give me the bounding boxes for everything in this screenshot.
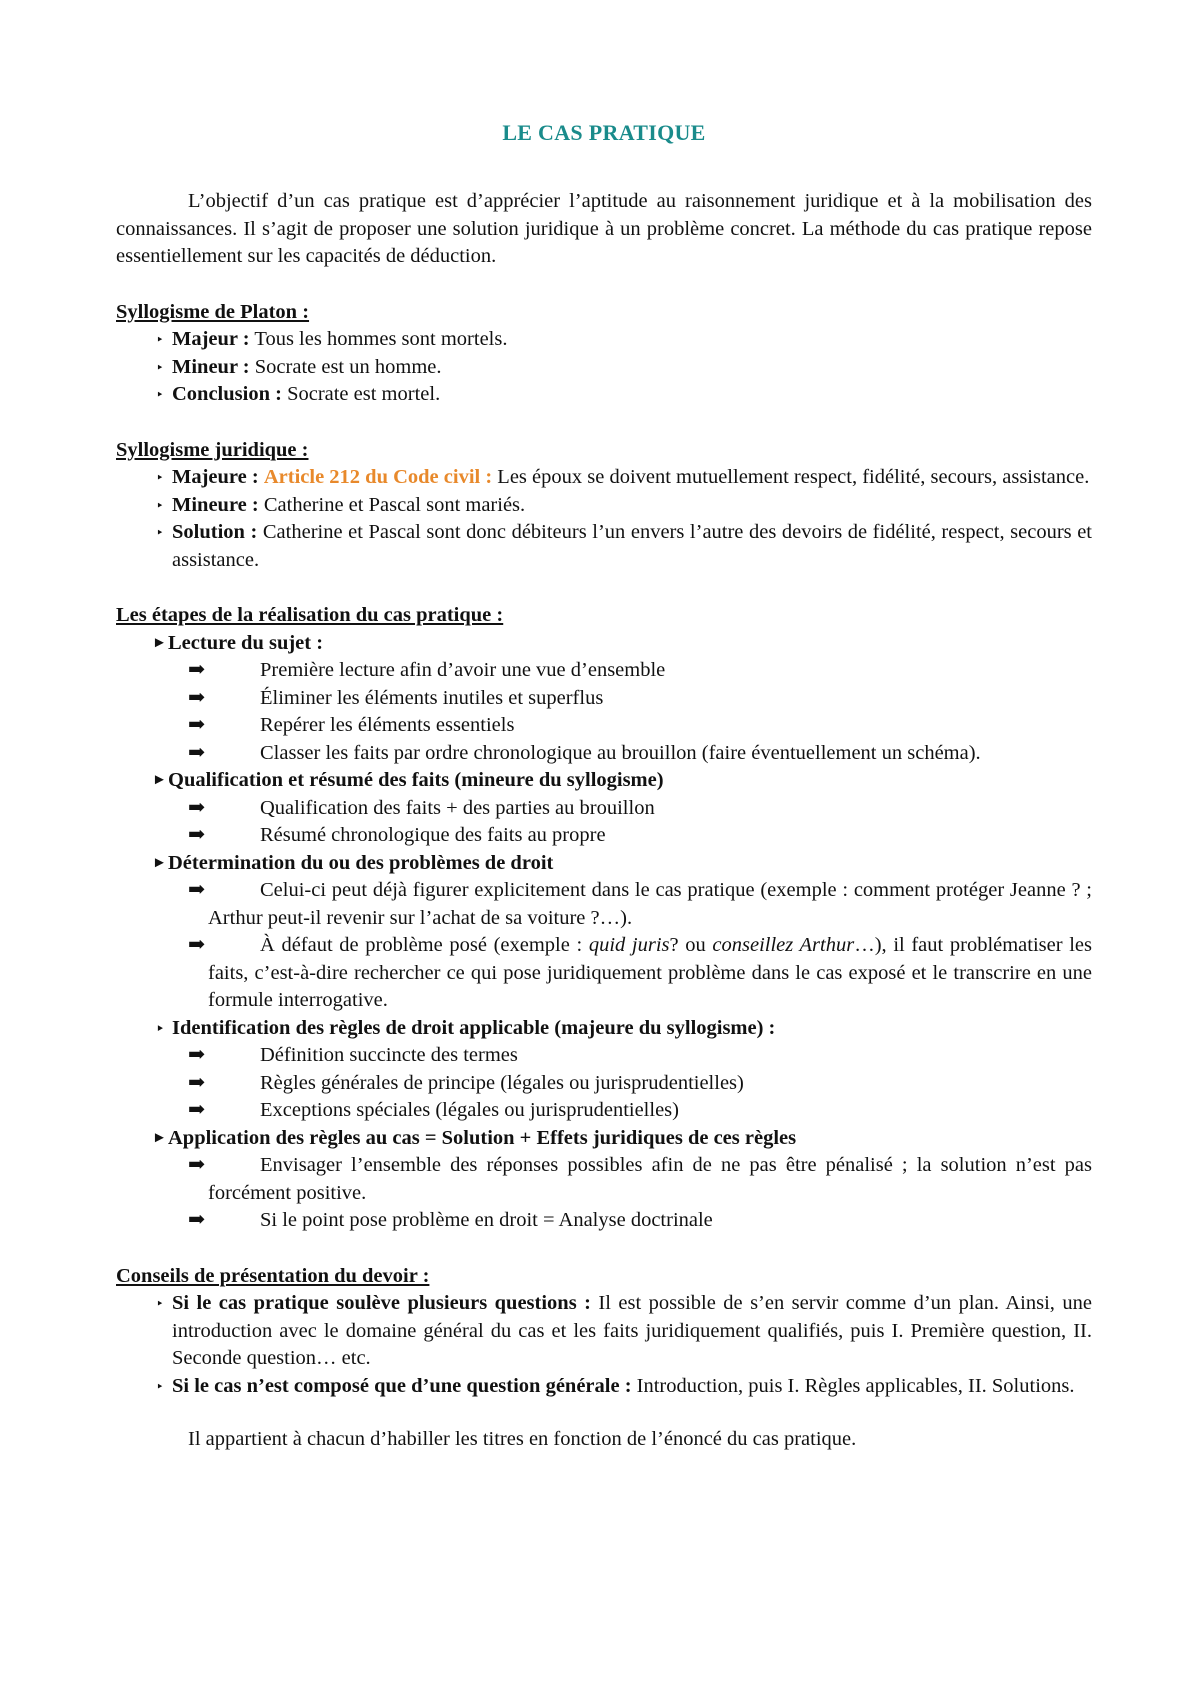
- step-determination: ► Détermination du ou des problèmes de droit: [116, 850, 1092, 878]
- sub-item: ➡ Envisager l’ensemble des réponses possibles afin de ne pas être pénalisé ; la solution n’est pas forcément positive.: [188, 1154, 1092, 1204]
- step-triangle-icon: ►: [152, 854, 167, 871]
- arrow-right-icon: ➡: [188, 1071, 206, 1094]
- bullet-triangle-icon: ‣: [156, 497, 164, 513]
- arrow-right-icon: ➡: [188, 741, 206, 764]
- sub-item: ➡ Classer les faits par ordre chronologique au brouillon (faire éventuellement un schéma).: [116, 740, 1092, 768]
- bullet-triangle-icon: ‣: [156, 1020, 165, 1036]
- arrow-right-icon: ➡: [188, 686, 206, 709]
- sub-item: ➡ Règles générales de principe (légales ou jurisprudentielles): [116, 1070, 1092, 1098]
- platon-item-majeur: ‣ Majeur : Tous les hommes sont mortels.: [116, 326, 1092, 354]
- arrow-right-icon: ➡: [188, 659, 206, 681]
- page-title: LE CAS PRATIQUE: [502, 120, 706, 145]
- bullet-triangle-icon: ‣: [156, 359, 164, 375]
- bullet-triangle-icon: ‣: [156, 1296, 164, 1311]
- intro-paragraph: L’objectif d’un cas pratique est d’apprécier l’aptitude au raisonnement juridique et à la mobilisation des connaissances. Il s’agit de proposer une solution juridique à un problème concret. La méthode du cas pratique repose essentiellement sur les capacités de déduction.: [116, 190, 1092, 267]
- arrow-right-icon: ➡: [188, 824, 206, 846]
- step-triangle-icon: ►: [152, 1129, 167, 1146]
- juridique-item-mineure: ‣ Mineure : Catherine et Pascal sont mariés.: [116, 492, 1092, 520]
- sub-item: ➡ Qualification des faits + des parties au brouillon: [116, 795, 1092, 823]
- closing-paragraph: Il appartient à chacun d’habiller les titres en fonction de l’énoncé du cas pratique.: [188, 1428, 857, 1450]
- step-triangle-icon: ►: [152, 772, 167, 788]
- arrow-right-icon: ➡: [188, 796, 206, 819]
- step-application: ► Application des règles au cas = Solution + Effets juridiques de ces règles: [116, 1125, 1092, 1153]
- sub-item: ➡ À défaut de problème posé (exemple : quid juris? ou conseillez Arthur…), il faut problématiser les faits, c’est-à-dire rechercher ce qui pose juridiquement problème dans le cas exposé et le transcrire en une formule interrogative.: [188, 934, 1092, 1011]
- sub-item: ➡ Résumé chronologique des faits au propre: [116, 822, 1092, 850]
- conseils-item-question-generale: ‣ Si le cas n’est composé que d’une question générale : Introduction, puis I. Règles applicables, II. Solutions.: [116, 1373, 1092, 1401]
- bullet-triangle-icon: ‣: [156, 525, 164, 540]
- bullet-triangle-icon: ‣: [156, 470, 164, 485]
- article-reference: Article 212 du Code civil :: [263, 466, 493, 488]
- step-lecture: ► Lecture du sujet :: [116, 630, 1092, 658]
- sub-item: ➡ Éliminer les éléments inutiles et superflus: [116, 685, 1092, 713]
- heading-etapes: Les étapes de la réalisation du cas pratique :: [116, 604, 504, 626]
- arrow-right-icon: ➡: [188, 1044, 206, 1066]
- sub-item: ➡ Celui-ci peut déjà figurer explicitement dans le cas pratique (exemple : comment protéger Jeanne ? ; Arthur peut-il revenir sur l’achat de sa voiture ?…).: [188, 879, 1092, 929]
- sub-item: ➡ Définition succincte des termes: [116, 1042, 1092, 1070]
- arrow-right-icon: ➡: [188, 1154, 206, 1176]
- step-triangle-icon: ►: [152, 634, 167, 651]
- bullet-triangle-icon: ‣: [156, 332, 164, 347]
- heading-syllogisme-platon: Syllogisme de Platon :: [116, 300, 310, 323]
- arrow-right-icon: ➡: [188, 934, 206, 956]
- arrow-right-icon: ➡: [188, 1209, 206, 1231]
- heading-conseils: Conseils de présentation du devoir :: [116, 1264, 430, 1287]
- sub-item: ➡ Première lecture afin d’avoir une vue d’ensemble: [116, 657, 1092, 685]
- juridique-item-solution: ‣ Solution : Catherine et Pascal sont donc débiteurs l’un envers l’autre des devoirs de fidélité, respect, secours et assistance.: [156, 521, 1092, 571]
- platon-item-conclusion: ‣ Conclusion : Socrate est mortel.: [116, 381, 1092, 409]
- bullet-triangle-icon: ‣: [156, 387, 164, 402]
- sub-item: ➡ Repérer les éléments essentiels: [116, 712, 1092, 740]
- platon-item-mineur: ‣ Mineur : Socrate est un homme.: [116, 354, 1092, 382]
- bullet-triangle-icon: ‣: [156, 1378, 164, 1394]
- conseils-item-plusieurs-questions: ‣ Si le cas pratique soulève plusieurs questions : Il est possible de s’en servir comme d’un plan. Ainsi, une introduction avec le domaine général du cas et les faits juridiquement qualifiés, puis I. Première question, II. Seconde question… etc.: [156, 1292, 1092, 1369]
- sub-item: ➡ Exceptions spéciales (légales ou jurisprudentielles): [116, 1097, 1092, 1125]
- juridique-item-majeure: ‣ Majeure : Article 212 du Code civil : Les époux se doivent mutuellement respect, fidélité, secours, assistance.: [116, 464, 1092, 492]
- sub-item: ➡ Si le point pose problème en droit = Analyse doctrinale: [116, 1207, 1092, 1235]
- arrow-right-icon: ➡: [188, 879, 206, 901]
- heading-syllogisme-juridique: Syllogisme juridique :: [116, 438, 309, 461]
- step-identification: ‣ Identification des règles de droit applicable (majeure du syllogisme) :: [116, 1015, 1092, 1043]
- arrow-right-icon: ➡: [188, 714, 206, 736]
- step-qualification: ► Qualification et résumé des faits (mineure du syllogisme): [116, 767, 1092, 795]
- arrow-right-icon: ➡: [188, 1099, 206, 1121]
